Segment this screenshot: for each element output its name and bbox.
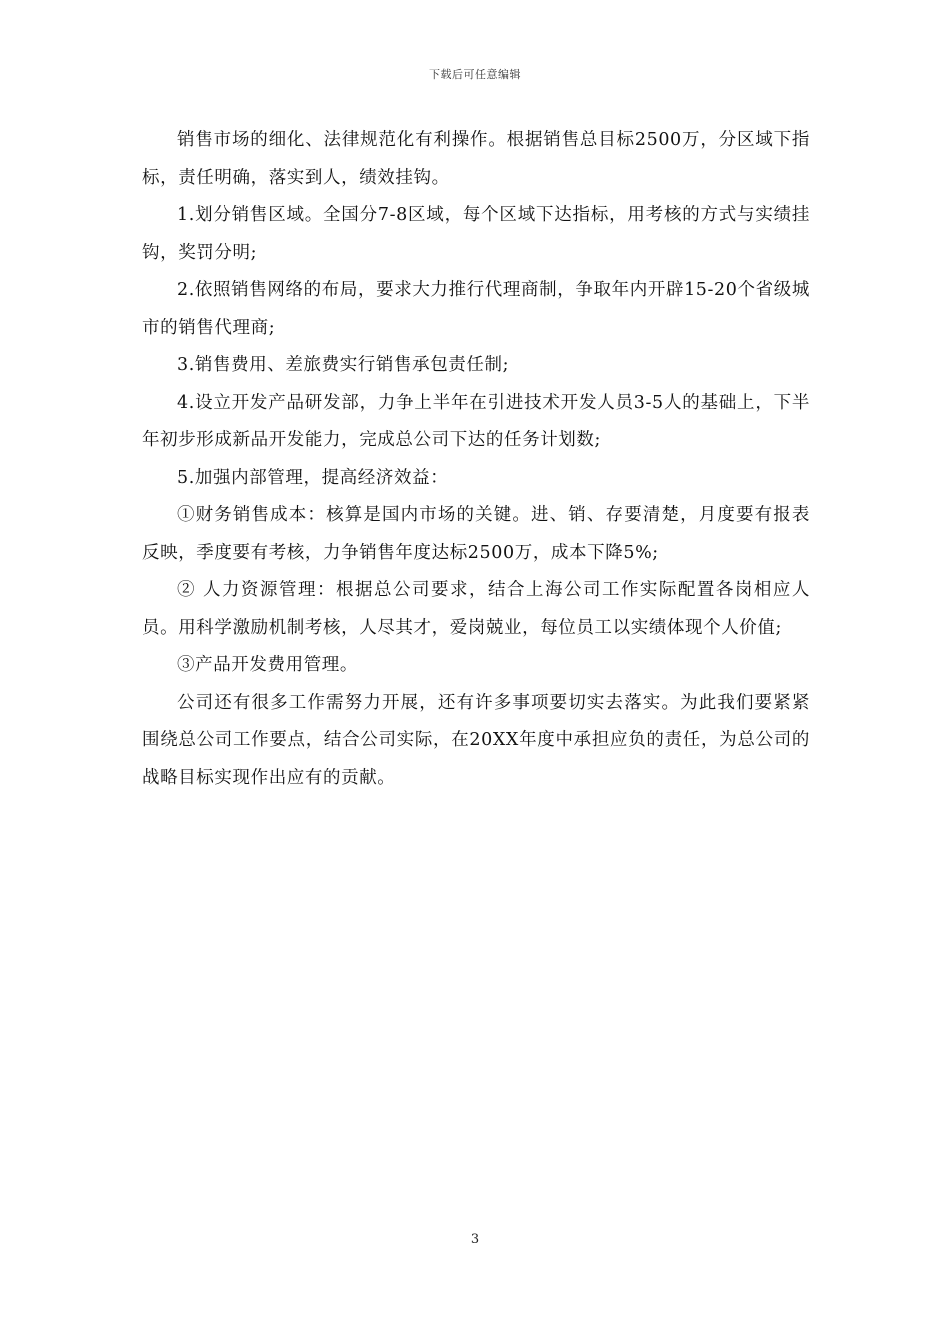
paragraph-item-2: 2.依照销售网络的布局，要求大力推行代理商制，争取年内开辟15-20个省级城市的销售代理商; xyxy=(142,280,810,338)
paragraph-item-5: 5.加强内部管理，提高经济效益： xyxy=(177,467,449,488)
paragraph-item-1: 1.划分销售区域。全国分7-8区域，每个区域下达指标，用考核的方式与实绩挂钩，奖罚分明; xyxy=(142,205,810,263)
paragraph-subitem-3: ③产品开发费用管理。 xyxy=(177,655,358,675)
page-number: 3 xyxy=(470,1232,480,1247)
paragraph-item-4: 4.设立开发产品研发部，力争上半年在引进技术开发人员3-5人的基础上，下半年初步形成新品开发能力，完成总公司下达的任务计划数; xyxy=(142,392,810,450)
paragraph-subitem-2: ② 人力资源管理：根据总公司要求，结合上海公司工作实际配置各岗相应人员。用科学激励机制考核，人尽其才，爱岗兢业，每位员工以实绩体现个人价值; xyxy=(142,580,810,638)
paragraph-conclusion: 公司还有很多工作需努力开展，还有许多事项要切实去落实。为此我们要紧紧围绕总公司工作要点，结合公司实际，在20XX年度中承担应负的责任，为总公司的战略目标实现作出应有的贡献。 xyxy=(142,692,810,788)
document-body xyxy=(142,122,810,797)
page-header: 下载后可任意编辑 xyxy=(429,68,521,81)
paragraph-subitem-1: ①财务销售成本：核算是国内市场的关键。进、销、存要清楚，月度要有报表反映，季度要有考核，力争销售年度达标2500万，成本下降5%; xyxy=(142,505,810,563)
paragraph-item-3: 3.销售费用、差旅费实行销售承包责任制; xyxy=(177,355,510,375)
paragraph-sales-market: 销售市场的细化、法律规范化有利操作。根据销售总目标2500万，分区域下指标，责任明确，落实到人，绩效挂钩。 xyxy=(142,130,810,188)
